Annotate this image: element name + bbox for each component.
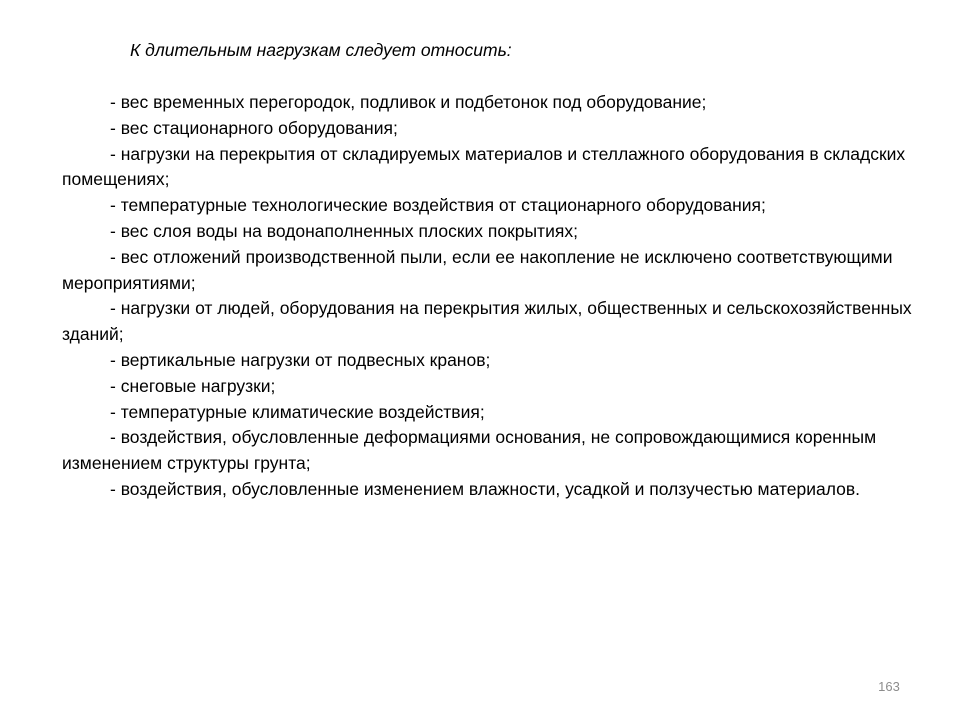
load-list xyxy=(62,90,954,503)
list-item: - воздействия, обусловленные деформациями основания, не сопровождающимися коренным изменением структуры грунта; xyxy=(62,427,877,474)
list-item: - температурные климатические воздействия; xyxy=(110,401,485,422)
list-item: - вес временных перегородок, подливок и подбетонок под оборудование; xyxy=(110,92,707,112)
slide-heading: К длительным нагрузкам следует относить: xyxy=(130,40,512,60)
list-item: - нагрузки от людей, оборудования на перекрытия жилых, общественных и сельскохозяйственных зданий; xyxy=(62,298,912,345)
list-item: - вес слоя воды на водонаполненных плоских покрытиях; xyxy=(110,220,578,241)
list-item: - воздействия, обусловленные изменением влажности, усадкой и ползучестью материалов. xyxy=(110,478,861,499)
list-item: - вес отложений производственной пыли, если ее накопление не исключено соответствующими мероприятиями; xyxy=(62,246,893,293)
list-item: - снеговые нагрузки; xyxy=(110,375,276,396)
page-number: 163 xyxy=(878,679,900,694)
list-item: - температурные технологические воздействия от стационарного оборудования; xyxy=(110,195,766,216)
list-item: - нагрузки на перекрытия от складируемых материалов и стеллажного оборудования в складских помещениях; xyxy=(62,143,906,190)
list-item: - вес стационарного оборудования; xyxy=(110,117,398,138)
list-item: - вертикальные нагрузки от подвесных кранов; xyxy=(110,349,491,370)
